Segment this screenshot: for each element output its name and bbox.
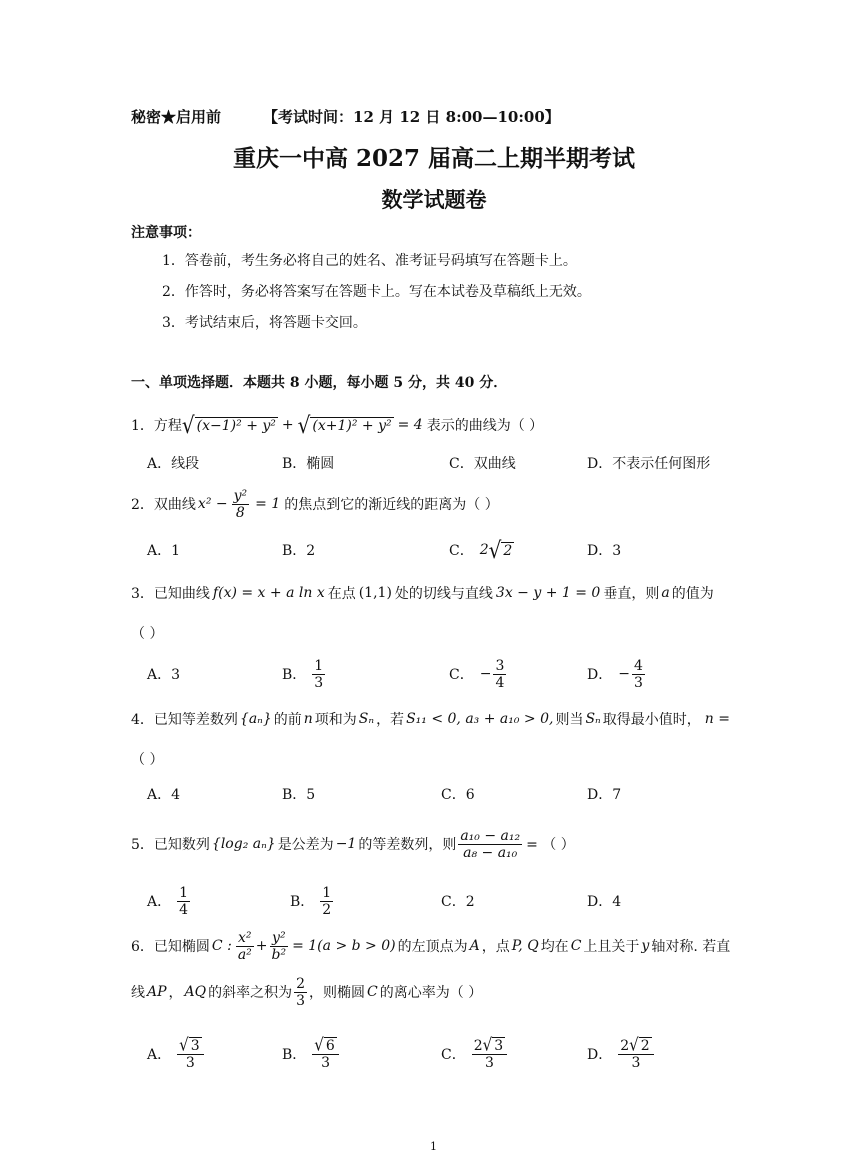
- q5-option-d: D．4: [587, 894, 622, 910]
- q2-prefix: 2．双曲线: [131, 497, 196, 513]
- q2-option-c-rad: 2: [503, 543, 513, 559]
- q3-option-b: [282, 655, 327, 693]
- q3-option-d-den: 3: [633, 674, 643, 691]
- q6-mid: 的左顶点为: [397, 939, 468, 955]
- q2-option-d: D．3: [587, 543, 622, 559]
- question-6: [131, 924, 730, 968]
- q6-option-c-frac: [472, 1034, 507, 1071]
- q6-option-c-den: 3: [484, 1055, 494, 1071]
- q1-option-c: C．双曲线: [449, 456, 516, 472]
- q2-x2: x² −: [197, 496, 228, 512]
- q5-option-a-den: 4: [179, 901, 189, 918]
- q4-text-d: ，若: [376, 712, 405, 728]
- q5-suffix: = （ ）: [526, 837, 575, 853]
- q1-sqrt-1: √ (x−1)² + y²: [181, 411, 276, 439]
- q4-prefix: 4．已知等差数列: [131, 712, 238, 728]
- q6-frac-x: [236, 930, 254, 963]
- q6-n2: y²: [272, 929, 286, 946]
- q6-option-c-rad: 3: [494, 1038, 504, 1054]
- q6-plus: +: [255, 938, 268, 954]
- q6-option-b-den: 3: [321, 1055, 330, 1071]
- notice-item-3: 3．考试结束后，将答题卡交回。: [162, 315, 367, 331]
- q3-line2: （ ）: [131, 626, 164, 642]
- q3-option-b-den: 3: [314, 674, 324, 691]
- q3-option-d: [587, 655, 647, 693]
- q6-option-b: [282, 1032, 341, 1076]
- q6-d1: a²: [237, 946, 252, 963]
- q5-option-b-den: 2: [322, 901, 332, 918]
- q3-option-d-sign: −: [618, 666, 630, 682]
- q1-eq: = 4: [397, 417, 423, 433]
- q6-pq: P, Q: [511, 938, 539, 954]
- q2-frac-den: 8: [235, 504, 245, 521]
- q4-option-c: C．6: [441, 787, 475, 803]
- question-4: [131, 706, 730, 732]
- q5-d: −1: [335, 836, 357, 852]
- q6-mid3: 均在: [540, 939, 569, 955]
- q6-option-b-frac: [312, 1034, 338, 1071]
- q2-suffix: 的焦点到它的渐近线的距离为（ ）: [284, 497, 499, 513]
- q3-point: (1,1): [358, 585, 392, 601]
- q5-option-a-num: 1: [179, 884, 189, 901]
- q4-condition: S₁₁ < 0, a₃ + a₁₀ > 0,: [406, 711, 554, 727]
- q3-option-c: [449, 655, 508, 693]
- q6-option-a-rad: 3: [190, 1038, 200, 1054]
- q6-option-a: [147, 1032, 206, 1076]
- q6-line2d: ，则椭圆: [309, 985, 366, 1001]
- q2-fraction: [232, 488, 250, 521]
- question-3: [131, 580, 714, 606]
- q3-option-c-num: 3: [495, 657, 505, 674]
- q2-option-c-sqrt: √ 2: [488, 536, 513, 564]
- q6-A: A: [469, 938, 480, 954]
- q6-line2: [131, 972, 482, 1012]
- q4-option-a: A．4: [147, 787, 181, 803]
- q3-function: f(x) = x + a ln x: [212, 585, 325, 601]
- q1-plus: +: [281, 417, 294, 433]
- q4-n: n: [303, 711, 313, 727]
- q4-line2: （ ）: [131, 752, 164, 768]
- q3-option-b-num: 1: [314, 657, 324, 674]
- q3-option-b-label: B．: [282, 667, 307, 683]
- q6-aq: AQ: [184, 984, 207, 1000]
- q4-seq: {aₙ}: [239, 711, 272, 727]
- q3-option-c-sign: −: [479, 666, 492, 682]
- q2-frac-num: y²: [233, 487, 248, 504]
- q6-mid4: 上且关于: [583, 939, 640, 955]
- q5-prefix: 5．已知数列: [131, 837, 210, 853]
- q4-text-e: 则当: [555, 712, 584, 728]
- page-number: 1: [430, 1140, 437, 1153]
- q6-option-a-sqrt: √ 3: [179, 1034, 200, 1056]
- q3-option-c-frac: [493, 658, 506, 691]
- q5-num: a₁₀ − a₁₂: [460, 827, 521, 844]
- q3-prefix: 3．已知曲线: [131, 586, 210, 602]
- q5-option-a: [147, 882, 192, 920]
- q1-suffix: 表示的曲线为（ ）: [426, 418, 544, 434]
- secret-label: 秘密★启用前: [131, 108, 222, 126]
- q1-expr-1: (x−1)² + y²: [196, 418, 276, 434]
- exam-title: 重庆一中高 2027 届高二上期半期考试: [232, 145, 636, 172]
- section-1-title: 一、单项选择题．本题共 8 小题，每小题 5 分，共 40 分．: [131, 375, 508, 391]
- notice-item-1: 1．答卷前，考生务必将自己的姓名、准考证号码填写在答题卡上。: [162, 253, 577, 269]
- q4-n-eq: n =: [704, 711, 730, 727]
- q6-fd: 3: [296, 992, 306, 1009]
- q1-expr-2: (x+1)² + y²: [312, 418, 392, 434]
- q6-option-d-label: D．: [587, 1047, 613, 1063]
- q3-option-a: A．3: [147, 667, 181, 683]
- q6-option-a-label: A．: [147, 1047, 172, 1063]
- q6-option-d-coef: 2: [620, 1038, 630, 1054]
- q6-mid2: ，点: [481, 939, 510, 955]
- q1-option-d: D．不表示任何图形: [587, 456, 711, 472]
- q5-seq: {log₂ aₙ}: [211, 836, 276, 852]
- q3-option-b-frac: [312, 658, 325, 691]
- exam-subtitle: 数学试题卷: [381, 187, 487, 212]
- q5-option-b: [290, 882, 335, 920]
- q6-ap: AP: [147, 984, 167, 1000]
- q4-option-b: B．5: [282, 787, 316, 803]
- q5-option-b-num: 1: [322, 884, 332, 901]
- q6-line2b: ，: [168, 985, 183, 1001]
- q6-option-d-frac: [618, 1034, 653, 1071]
- q6-fn: 2: [296, 975, 306, 992]
- q4-text-b: 的前: [273, 712, 302, 728]
- notice-item-2: 2．作答时，务必将答案写在答题卡上。写在本试卷及草稿纸上无效。: [162, 284, 591, 300]
- notice-heading: 注意事项：: [131, 225, 201, 241]
- q6-option-c-coef: 2: [473, 1038, 483, 1054]
- question-1: [131, 410, 543, 440]
- q1-option-b: B．椭圆: [282, 456, 335, 472]
- q6-option-c-sqrt: √ 3: [482, 1034, 504, 1056]
- q6-y: y: [641, 938, 650, 954]
- q4-sn-2: Sₙ: [585, 711, 601, 727]
- q6-line2a: 线: [131, 985, 145, 1001]
- q6-c3: C: [367, 984, 378, 1000]
- q3-option-d-frac: [632, 658, 645, 691]
- q2-option-c: [449, 531, 514, 569]
- q6-option-a-frac: [177, 1034, 203, 1071]
- q3-option-c-den: 4: [495, 674, 505, 691]
- q2-option-c-coef: 2: [479, 542, 489, 558]
- q6-option-d-rad: 2: [640, 1038, 650, 1054]
- q6-line2e: 的离心率为（ ）: [379, 985, 483, 1001]
- q4-option-d: D．7: [587, 787, 622, 803]
- q6-end: 轴对称. 若直: [651, 939, 731, 955]
- q5-fraction: [458, 828, 522, 861]
- q3-option-d-label: D．: [587, 667, 613, 683]
- q6-frac-y: [270, 930, 289, 963]
- q2-option-a: A．1: [147, 543, 181, 559]
- q6-d2: b²: [271, 946, 287, 963]
- q3-a: a: [661, 585, 670, 601]
- q4-text-c: 项和为: [314, 712, 357, 728]
- q2-eq: = 1: [255, 496, 281, 512]
- q6-option-d-sqrt: √ 2: [629, 1034, 650, 1056]
- q3-line: 3x − y + 1 = 0: [495, 585, 601, 601]
- q1-prefix: 1．方程: [131, 418, 182, 434]
- q6-option-b-rad: 6: [325, 1038, 335, 1054]
- q3-mid: 在点: [327, 586, 356, 602]
- q5-den: a₈ − a₁₀: [463, 844, 518, 861]
- q3-option-c-label: C．: [449, 667, 474, 683]
- q5-option-a-label: A．: [147, 894, 172, 910]
- q6-option-d: [587, 1032, 656, 1076]
- q5-mid2: 的等差数列，则: [358, 837, 457, 853]
- q6-option-d-den: 3: [631, 1055, 641, 1071]
- question-5: [131, 822, 575, 866]
- q6-option-c: [441, 1032, 509, 1076]
- q4-sn: Sₙ: [358, 711, 375, 727]
- q6-option-c-label: C．: [441, 1047, 466, 1063]
- q6-n1: x²: [238, 929, 252, 946]
- q4-text-f: 取得最小值时，: [602, 712, 701, 728]
- q6-cond: = 1(a > b > 0): [292, 938, 396, 954]
- q6-option-b-label: B．: [282, 1047, 307, 1063]
- q5-option-c: C．2: [441, 894, 475, 910]
- q5-option-a-frac: [177, 885, 190, 918]
- q6-c: C :: [211, 938, 232, 954]
- q3-mid2: 处的切线与直线: [394, 586, 493, 602]
- q5-mid: 是公差为: [277, 837, 334, 853]
- q6-line2c: 的斜率之积为: [208, 985, 293, 1001]
- q6-prefix: 6．已知椭圆: [131, 939, 210, 955]
- q6-option-a-den: 3: [185, 1055, 195, 1071]
- q1-option-a: A．线段: [147, 456, 200, 472]
- q3-option-d-num: 4: [633, 657, 643, 674]
- q2-option-b: B．2: [282, 543, 316, 559]
- q5-option-b-frac: [320, 885, 333, 918]
- q3-end: 的值为: [671, 586, 714, 602]
- q3-mid3: 垂直，则: [603, 586, 660, 602]
- q6-option-b-sqrt: √ 6: [314, 1034, 335, 1056]
- q1-sqrt-2: √ (x+1)² + y²: [297, 411, 392, 439]
- q6-slope-frac: [294, 976, 307, 1009]
- q6-c2: C: [570, 938, 582, 954]
- q5-option-b-label: B．: [290, 894, 315, 910]
- q2-option-c-label: C．: [449, 543, 474, 559]
- question-2: [131, 484, 499, 524]
- exam-time: 【考试时间：12 月 12 日 8:00—10:00】: [263, 108, 560, 126]
